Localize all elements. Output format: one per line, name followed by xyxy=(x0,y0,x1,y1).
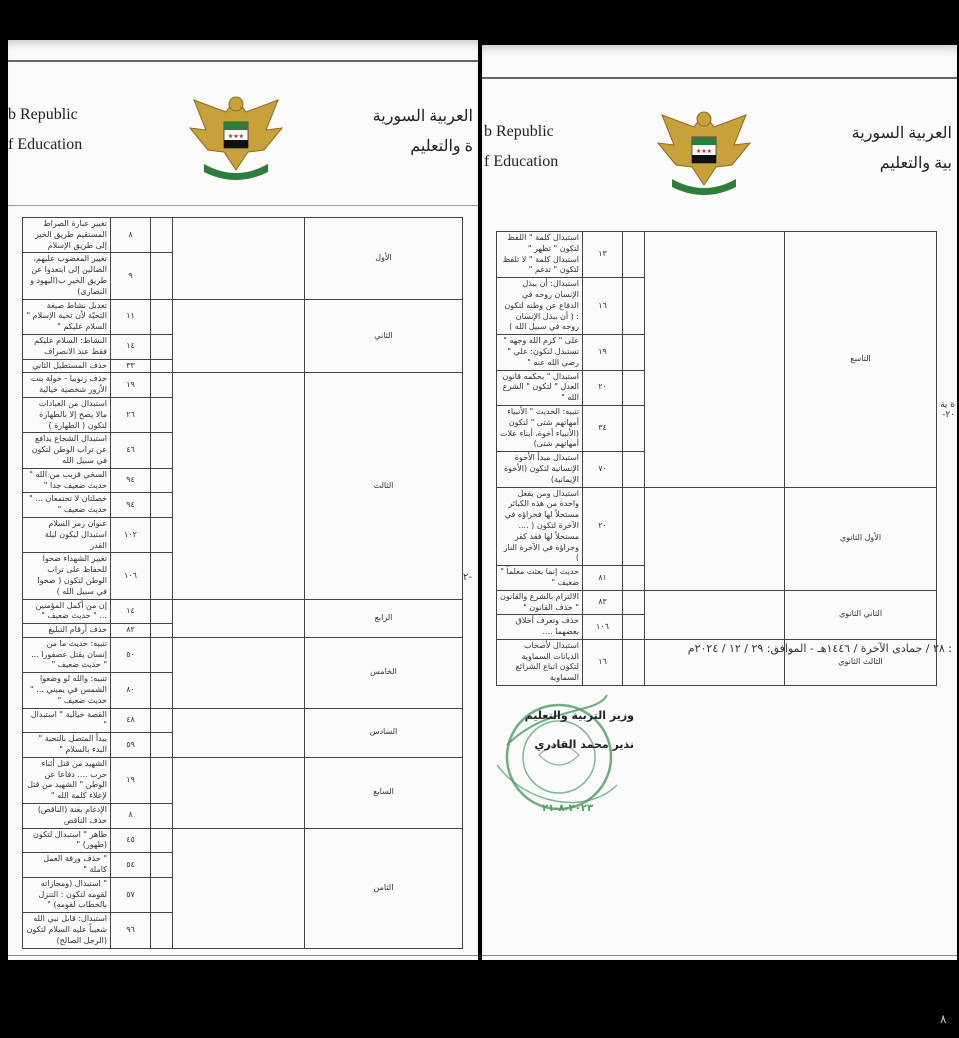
modification-text-cell: يبدأ المتصل بالتحية " البدء بالسلام " xyxy=(23,733,111,758)
modification-text-cell: استبدال: أن يبذل الإنسان روحه في الدفاع عن وطنه لتكون : ( أن يبذل الإنسان روحه في سبيل الله ) xyxy=(497,278,583,335)
empty-cell xyxy=(623,487,645,566)
right-curriculum-table xyxy=(496,231,937,686)
header-english-line1: b Republic xyxy=(484,123,554,140)
eagle-crest-icon xyxy=(186,90,286,185)
empty-cell xyxy=(151,599,173,624)
empty-cell xyxy=(151,757,173,803)
page-number-cell: ٨١ xyxy=(583,566,623,591)
modification-text-cell: الالتزام بالشرع والقانون " حذف القانون " xyxy=(497,590,583,615)
empty-column-cell xyxy=(173,373,305,599)
header-arabic-line2: ة والتعليم xyxy=(410,138,473,155)
page-number-cell: ٨٠ xyxy=(111,673,151,708)
modification-text-cell: القصة خيالية " استبدال " xyxy=(23,708,111,733)
modification-text-cell: السخي قريب من الله " حديث ضعيف جدا " xyxy=(23,468,111,493)
modification-text-cell: حذف أرقام التبليغ xyxy=(23,624,111,638)
page-number-cell: ١٦ xyxy=(583,278,623,335)
table-row xyxy=(497,487,937,566)
empty-cell xyxy=(151,433,173,468)
grade-cell: السادس xyxy=(305,708,463,757)
header-english-line1: b Republic xyxy=(8,106,78,123)
stamp-date: ٢٠٢٣-٨-٢١ xyxy=(542,803,594,814)
modification-text-cell: عنوان رمز السلام استبدال ليكون ليلة القدر xyxy=(23,517,111,552)
empty-cell xyxy=(151,637,173,672)
table-row xyxy=(497,232,937,278)
empty-cell xyxy=(623,615,645,640)
empty-cell xyxy=(623,335,645,370)
table-row xyxy=(23,299,463,334)
page-number-cell: ١١ xyxy=(111,299,151,334)
footer-rule xyxy=(8,955,478,956)
empty-column-cell xyxy=(645,487,785,590)
empty-cell xyxy=(151,517,173,552)
header-arabic-line1: العربية السورية xyxy=(372,108,473,125)
page-indicator: ٨ xyxy=(940,1012,947,1026)
empty-cell xyxy=(623,405,645,451)
page-number-cell: ٥٠ xyxy=(111,637,151,672)
empty-cell xyxy=(151,804,173,829)
modification-text-cell: طاهر " استبدال لتكون (طهور) " xyxy=(23,828,111,853)
modification-text-cell: تغيير الشهداء ضحوا للحفاظ على تراب الوطن لتكون ( ضحوا في سبيل الله ) xyxy=(23,553,111,599)
document-date-line: : ٢٨ / جمادى الآخرة / ١٤٤٦هـ - الموافق: ٢٩ / ١٢ / ٢٠٢٤م xyxy=(687,642,952,655)
page-number-cell: ١٠٦ xyxy=(583,615,623,640)
left-curriculum-table xyxy=(22,217,463,949)
page-number-cell: ١٤ xyxy=(111,599,151,624)
empty-cell xyxy=(151,493,173,518)
empty-cell xyxy=(151,733,173,758)
empty-column-cell xyxy=(173,218,305,300)
page-number-cell: ١٠٦ xyxy=(111,553,151,599)
svg-text:★★★: ★★★ xyxy=(227,133,245,140)
grade-cell: الرابع xyxy=(305,599,463,637)
table-row xyxy=(23,708,463,733)
modification-text-cell: حذف المستطيل الثاني xyxy=(23,359,111,373)
header-arabic-line1: العربية السورية xyxy=(851,125,952,142)
table-top-rule xyxy=(8,205,478,206)
page-number-cell: ١٩ xyxy=(583,335,623,370)
empty-cell xyxy=(151,359,173,373)
grade-cell: السابع xyxy=(305,757,463,828)
table-row xyxy=(23,218,463,253)
empty-cell xyxy=(623,452,645,487)
header-english-line2: f Education xyxy=(8,136,83,153)
svg-text:★★★: ★★★ xyxy=(695,148,713,155)
page-number-cell: ١٤ xyxy=(111,334,151,359)
grade-cell: الخامس xyxy=(305,637,463,708)
page-number-cell: ١٠٢ xyxy=(111,517,151,552)
side-number: -٢ xyxy=(463,572,472,583)
grade-cell: الثالث الثانوي xyxy=(785,639,937,685)
empty-cell xyxy=(151,468,173,493)
modification-text-cell: حذف زنوبيا - خولة بنت الأزور شخصية خيالية xyxy=(23,373,111,398)
empty-column-cell xyxy=(173,708,305,757)
eagle-crest-icon xyxy=(654,105,754,200)
page-number-cell: ١٦ xyxy=(583,639,623,685)
table-row xyxy=(23,757,463,803)
modification-text-cell: " استبدال (ومجازاته لقومه لتكون : التنزل بالخطاب لقومه) " xyxy=(23,877,111,912)
page-number-cell: ٣٤ xyxy=(583,405,623,451)
modification-text-cell: الشهيد من قتل أثناء حرب .... دفاعا عن الوطن " الشهيد من قتل لإعلاء كلمة الله " xyxy=(23,757,111,803)
page-number-cell: ٨٢ xyxy=(111,624,151,638)
empty-column-cell xyxy=(645,590,785,639)
modification-text-cell: " حذف ورقة العمل كاملة " xyxy=(23,853,111,878)
page-number-cell: ٤٥ xyxy=(111,828,151,853)
empty-cell xyxy=(151,708,173,733)
page-number-cell: ٨ xyxy=(111,804,151,829)
empty-cell xyxy=(151,877,173,912)
modification-text-cell: إن من أكمل المؤمنين ... " حديث ضعيف " xyxy=(23,599,111,624)
grade-cell: الأول xyxy=(305,218,463,300)
modification-text-cell: استبدال " بحكمه قانون العدل " لتكون " الشرع الله " xyxy=(497,370,583,405)
page-number-cell: ٢٠ xyxy=(583,487,623,566)
table-row xyxy=(23,599,463,624)
modification-text-cell: استبدال مبدأ الأخوة الإنسانية لتكون (الأخوة الإيمانية) xyxy=(497,452,583,487)
empty-cell xyxy=(151,828,173,853)
page-number-cell: ٥٧ xyxy=(111,877,151,912)
empty-cell xyxy=(151,373,173,398)
modification-text-cell: تغيير المغضوب عليهم، الضالين إلى ابتعدوا عن طريق الخير ب(اليهود و النصارى) xyxy=(23,253,111,299)
empty-cell xyxy=(151,334,173,359)
table-row xyxy=(497,590,937,615)
empty-cell xyxy=(151,553,173,599)
header-rule xyxy=(482,77,957,79)
page-number-cell: ٧٠ xyxy=(583,452,623,487)
modification-text-cell: تنبيه: الحديث " الأنبياء أمهاتهم شتى " لتكون (الأنبياء أخوة، أبناء علات أمهاتهم شتى) xyxy=(497,405,583,451)
modification-text-cell: النشاط: السلام عليكم فقط عند الانصراف xyxy=(23,334,111,359)
page-number-cell: ٩٤ xyxy=(111,468,151,493)
modification-text-cell: استبدال من العبادات مالا يصح إلا بالطهارة لتكون ( الطهارة ) xyxy=(23,397,111,432)
modification-text-cell: تغيير عبارة الصراط المستقيم طريق الخير إلى طريق الإسلام xyxy=(23,218,111,253)
empty-cell xyxy=(623,566,645,591)
empty-column-cell xyxy=(173,599,305,637)
empty-column-cell xyxy=(173,299,305,373)
page-number-cell: ٩٦ xyxy=(111,913,151,948)
page-number-cell: ٤٦ xyxy=(111,433,151,468)
page-number-cell: ٥٩ xyxy=(111,733,151,758)
grade-cell: الثامن xyxy=(305,828,463,948)
grade-cell: التاسع xyxy=(785,232,937,488)
side-fragment: ة ية ٢٠- xyxy=(940,400,955,420)
grade-cell: الثاني الثانوي xyxy=(785,590,937,639)
page-number-cell: ٩٤ xyxy=(111,493,151,518)
page-number-cell: ١٣ xyxy=(583,232,623,278)
footer-rule xyxy=(482,955,957,956)
page-number-cell: ٢٦ xyxy=(111,397,151,432)
modification-text-cell: استبدال: قابل نبي الله شعيباً عليه السلام لتكون (الرجل الصالح) xyxy=(23,913,111,948)
empty-cell xyxy=(151,624,173,638)
empty-cell xyxy=(151,397,173,432)
empty-cell xyxy=(623,232,645,278)
page-number-cell: ٩ xyxy=(111,253,151,299)
table-row xyxy=(23,828,463,853)
grade-cell: الثاني xyxy=(305,299,463,373)
empty-column-cell xyxy=(173,828,305,948)
document-page-left xyxy=(8,40,478,960)
document-page-right xyxy=(482,45,957,960)
empty-cell xyxy=(623,278,645,335)
grade-cell: الأول الثانوي xyxy=(785,487,937,590)
table-row xyxy=(23,373,463,398)
empty-cell xyxy=(151,299,173,334)
page-number-cell: ١٩ xyxy=(111,757,151,803)
table-row xyxy=(23,637,463,672)
empty-cell xyxy=(151,913,173,948)
page-number-cell: ٤٨ xyxy=(111,708,151,733)
empty-cell xyxy=(151,218,173,253)
empty-cell xyxy=(151,253,173,299)
modification-text-cell: استبدال الشجاع يدافع عن تراب الوطن لتكون في سبيل الله xyxy=(23,433,111,468)
grade-cell: الثالث xyxy=(305,373,463,599)
modification-text-cell: استبدال ومن يفعل واحدة من هذه الكبائر مستحلاً لها فجزاؤه في الآخرة لتكون ( .... مستحلاً لها فقد كفر وجزاؤه في الآخرة النار ) xyxy=(497,487,583,566)
modification-text-cell: تنبيه: والله لو وضعوا الشمس في يميني ... " حديث ضعيف " xyxy=(23,673,111,708)
page-number-cell: ٥٤ xyxy=(111,853,151,878)
page-number-cell: ٨٣ xyxy=(583,590,623,615)
header-english-line2: f Education xyxy=(484,153,559,170)
header-rule xyxy=(8,60,478,62)
modification-text-cell: تنبيه: حديث ما من إنسان يقتل عصفورا ... " حديث ضعيف " xyxy=(23,637,111,672)
empty-column-cell xyxy=(645,232,785,488)
modification-text-cell: خصلتان لا تجتمعان ... " حديث ضعيف " xyxy=(23,493,111,518)
header-arabic-line2: بية والتعليم xyxy=(879,155,952,172)
page-number-cell: ١٩ xyxy=(111,373,151,398)
empty-cell xyxy=(623,590,645,615)
modification-text-cell: على " كرم الله وجهه " تستبدل لتكون: علي " رضي الله عنه " xyxy=(497,335,583,370)
page-number-cell: ٢٠ xyxy=(583,370,623,405)
modification-text-cell: استبدال كلمة " اللفظ لتكون " تظهر " استبدال كلمة " لا تلفظ لتكون " تدغم " xyxy=(497,232,583,278)
modification-text-cell: استبدال لأصحاب الديانات السماوية لتكون اتباع الشرائع السماوية xyxy=(497,639,583,685)
modification-text-cell: تعديل نشاط صيغة التحيّة لأن تحية الإسلام " السلام عليكم " xyxy=(23,299,111,334)
empty-cell xyxy=(151,673,173,708)
page-number-cell: ٨ xyxy=(111,218,151,253)
empty-cell xyxy=(151,853,173,878)
empty-column-cell xyxy=(173,757,305,828)
empty-column-cell xyxy=(173,637,305,708)
modification-text-cell: حديث إنما بعثت معلماً " ضعيف " xyxy=(497,566,583,591)
modification-text-cell: حذف وتعرف أخلاق بعضهما .... xyxy=(497,615,583,640)
modification-text-cell: الإدغام بغنة (الناقص) حذف الناقص xyxy=(23,804,111,829)
page-number-cell: ٣٣ xyxy=(111,359,151,373)
signature-title: وزير التربية والتعليم xyxy=(524,709,634,722)
signature-name: نذير محمد القادري xyxy=(534,738,634,751)
empty-cell xyxy=(623,370,645,405)
